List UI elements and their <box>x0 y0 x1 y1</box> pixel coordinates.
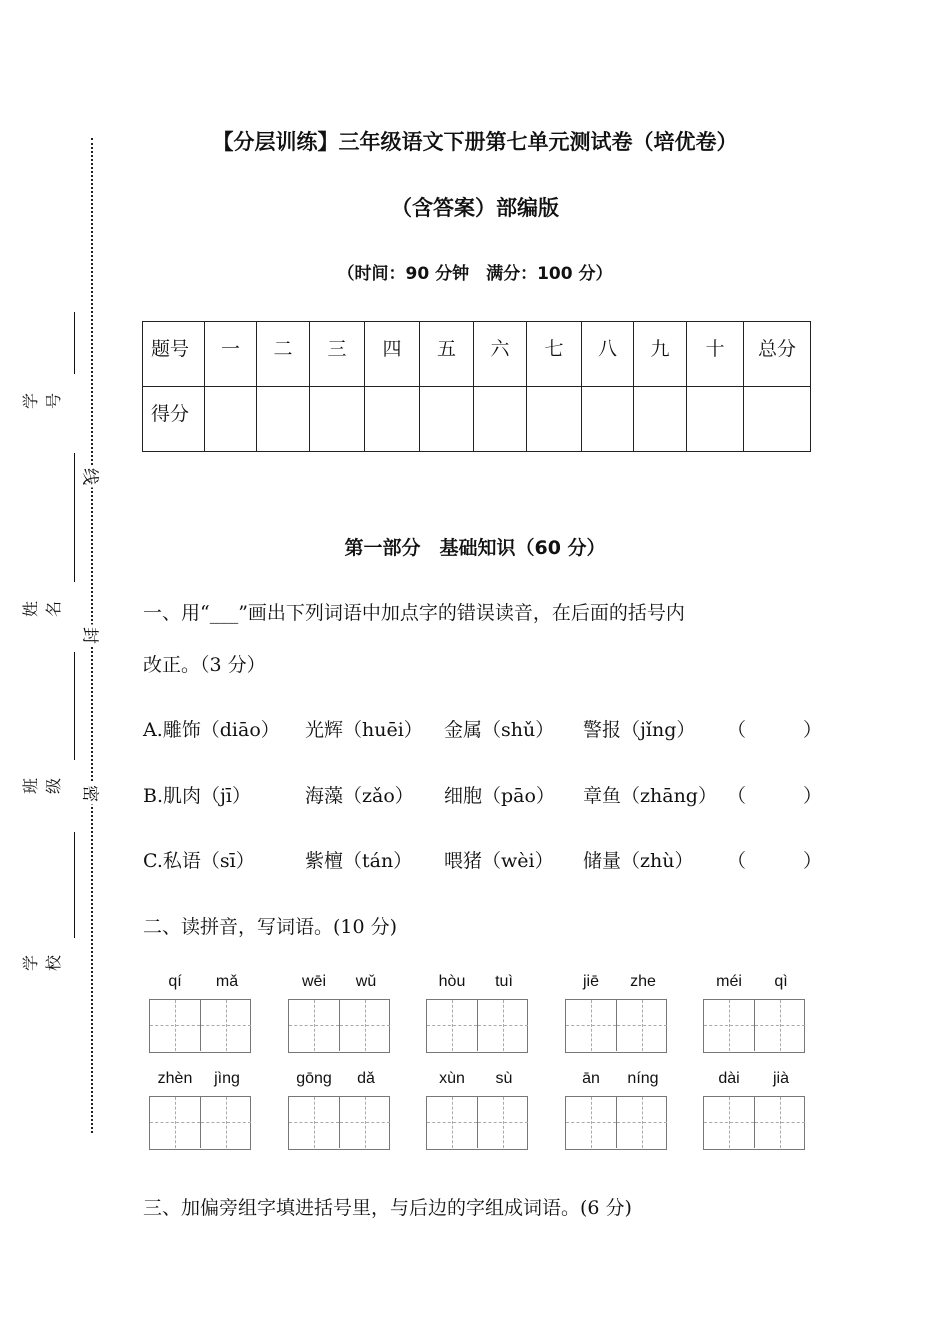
pinyin-syllable: qí <box>168 973 182 990</box>
q2-prompt: 二、读拼音，写词语。(10 分) <box>143 916 398 938</box>
pinyin-word-box <box>565 973 669 1053</box>
q1-item: A.雕饰（diāo） <box>143 719 280 741</box>
pinyin-syllable: jìng <box>214 1070 240 1087</box>
pinyin-word-box <box>426 973 530 1053</box>
question-number-row <box>143 322 811 387</box>
pinyin-syllable: zhe <box>630 973 656 990</box>
score-cell[interactable] <box>687 387 744 452</box>
writing-grid <box>288 1096 390 1150</box>
cut-mark-mi: 密 <box>80 783 105 805</box>
writing-grid <box>703 1096 805 1150</box>
pinyin-syllable: ān <box>582 1070 600 1087</box>
q1-prompt-line-2: 改正。（3 分） <box>143 654 266 676</box>
pinyin-syllable: níng <box>627 1070 659 1087</box>
col-header: 六 <box>474 322 527 387</box>
score-cell[interactable] <box>365 387 420 452</box>
pinyin-word-box <box>288 973 392 1053</box>
pinyin-syllable: gōng <box>296 1070 332 1087</box>
writing-cell[interactable] <box>289 1000 340 1051</box>
col-header: 三 <box>310 322 365 387</box>
pinyin-syllable: méi <box>716 973 742 990</box>
writing-cell[interactable] <box>566 1097 617 1148</box>
writing-grid <box>565 1096 667 1150</box>
q1-item: C.私语（sī） <box>143 850 255 872</box>
pinyin-syllable: qì <box>774 973 788 990</box>
writing-grid <box>565 999 667 1053</box>
writing-grid <box>426 1096 528 1150</box>
col-header-total: 总分 <box>744 322 811 387</box>
score-cell[interactable] <box>420 387 474 452</box>
writing-grid <box>149 999 251 1053</box>
q3-prompt: 三、加偏旁组字填进括号里，与后边的字组成词语。(6 分) <box>143 1197 632 1219</box>
writing-cell[interactable] <box>478 1000 528 1051</box>
score-cell[interactable] <box>582 387 634 452</box>
pinyin-syllable: tuì <box>495 973 513 990</box>
writing-grid <box>426 999 528 1053</box>
title-line-2: （含答案）部编版 <box>391 196 559 220</box>
pinyin-syllable: dǎ <box>357 1070 375 1087</box>
writing-cell[interactable] <box>201 1097 251 1148</box>
q1-answer-blank[interactable]: （ ） <box>727 719 823 741</box>
col-header: 七 <box>527 322 582 387</box>
pinyin-syllable: mǎ <box>215 973 239 990</box>
question-number-header: 题号 <box>143 322 205 387</box>
col-header: 一 <box>205 322 257 387</box>
score-header: 得分 <box>143 387 205 452</box>
pinyin-word-box <box>288 1070 392 1150</box>
writing-cell[interactable] <box>150 1000 201 1051</box>
score-cell[interactable] <box>634 387 687 452</box>
q1-item: 海藻（zǎo） <box>305 785 414 807</box>
writing-cell[interactable] <box>289 1097 340 1148</box>
writing-cell[interactable] <box>201 1000 251 1051</box>
writing-cell[interactable] <box>340 1097 390 1148</box>
pinyin-syllable: xùn <box>439 1070 465 1087</box>
writing-grid <box>288 999 390 1053</box>
pinyin-syllable: hòu <box>438 973 466 990</box>
q1-prompt-line-1: 一、用“___”画出下列词语中加点字的错误读音，在后面的括号内 <box>143 602 685 624</box>
pinyin-word-box <box>703 1070 807 1150</box>
score-cell[interactable] <box>205 387 257 452</box>
title-line-1: 【分层训练】三年级语文下册第七单元测试卷（培优卷） <box>212 130 738 154</box>
class-line[interactable] <box>74 652 75 760</box>
school-line[interactable] <box>74 832 75 938</box>
writing-cell[interactable] <box>755 1000 805 1051</box>
writing-cell[interactable] <box>478 1097 528 1148</box>
pinyin-word-box <box>426 1070 530 1150</box>
writing-cell[interactable] <box>617 1000 667 1051</box>
q1-item: 细胞（pāo） <box>444 785 555 807</box>
pinyin-word-box <box>565 1070 669 1150</box>
score-cell[interactable] <box>474 387 527 452</box>
cut-mark-feng: 封 <box>80 625 105 647</box>
writing-cell[interactable] <box>340 1000 390 1051</box>
col-header: 二 <box>257 322 310 387</box>
time-score-info: （时间：90 分钟 满分：100 分） <box>337 264 613 284</box>
pinyin-syllable: jià <box>772 1070 789 1087</box>
q1-item: 光辉（huēi） <box>305 719 423 741</box>
student-id-line[interactable] <box>74 312 75 374</box>
school-label: 学校 <box>21 955 63 972</box>
student-name-line[interactable] <box>74 453 75 582</box>
score-row <box>143 387 811 452</box>
q1-item: 章鱼（zhāng） <box>583 785 717 807</box>
q1-item: 喂猪（wèi） <box>444 850 554 872</box>
col-header: 四 <box>365 322 420 387</box>
writing-cell[interactable] <box>617 1097 667 1148</box>
writing-cell[interactable] <box>566 1000 617 1051</box>
col-header: 八 <box>582 322 634 387</box>
section-heading: 第一部分 基础知识（60 分） <box>344 537 606 559</box>
student-name-label: 姓名 <box>21 601 63 618</box>
cut-mark-xian: 线 <box>80 466 105 488</box>
col-header: 九 <box>634 322 687 387</box>
q1-item: 储量（zhù） <box>583 850 694 872</box>
student-id-label: 学号 <box>21 393 63 410</box>
writing-cell[interactable] <box>427 1097 478 1148</box>
q1-item: 紫檀（tán） <box>305 850 413 872</box>
score-cell[interactable] <box>257 387 310 452</box>
score-cell[interactable] <box>310 387 365 452</box>
writing-grid <box>703 999 805 1053</box>
col-header: 五 <box>420 322 474 387</box>
col-header: 十 <box>687 322 744 387</box>
writing-grid <box>149 1096 251 1150</box>
pinyin-word-box <box>703 973 807 1053</box>
score-cell[interactable] <box>527 387 582 452</box>
score-table <box>142 321 811 452</box>
pinyin-syllable: wǔ <box>355 973 377 990</box>
writing-cell[interactable] <box>704 1000 755 1051</box>
pinyin-syllable: jiē <box>582 973 599 990</box>
writing-cell[interactable] <box>427 1000 478 1051</box>
q1-item: 金属（shǔ） <box>444 719 555 741</box>
pinyin-syllable: sù <box>495 1070 513 1087</box>
pinyin-syllable: dài <box>718 1070 740 1087</box>
writing-cell[interactable] <box>150 1097 201 1148</box>
pinyin-syllable: wēi <box>301 973 326 990</box>
q1-item: B.肌肉（jī） <box>143 785 251 807</box>
q1-answer-blank[interactable]: （ ） <box>727 785 823 807</box>
writing-cell[interactable] <box>755 1097 805 1148</box>
score-cell-total[interactable] <box>744 387 811 452</box>
q1-item: 警报（jǐng） <box>583 719 696 741</box>
pinyin-word-box <box>149 973 253 1053</box>
pinyin-word-box <box>149 1070 253 1150</box>
writing-cell[interactable] <box>704 1097 755 1148</box>
pinyin-syllable: zhèn <box>157 1070 193 1087</box>
class-label: 班级 <box>21 778 63 795</box>
q1-answer-blank[interactable]: （ ） <box>727 850 823 872</box>
